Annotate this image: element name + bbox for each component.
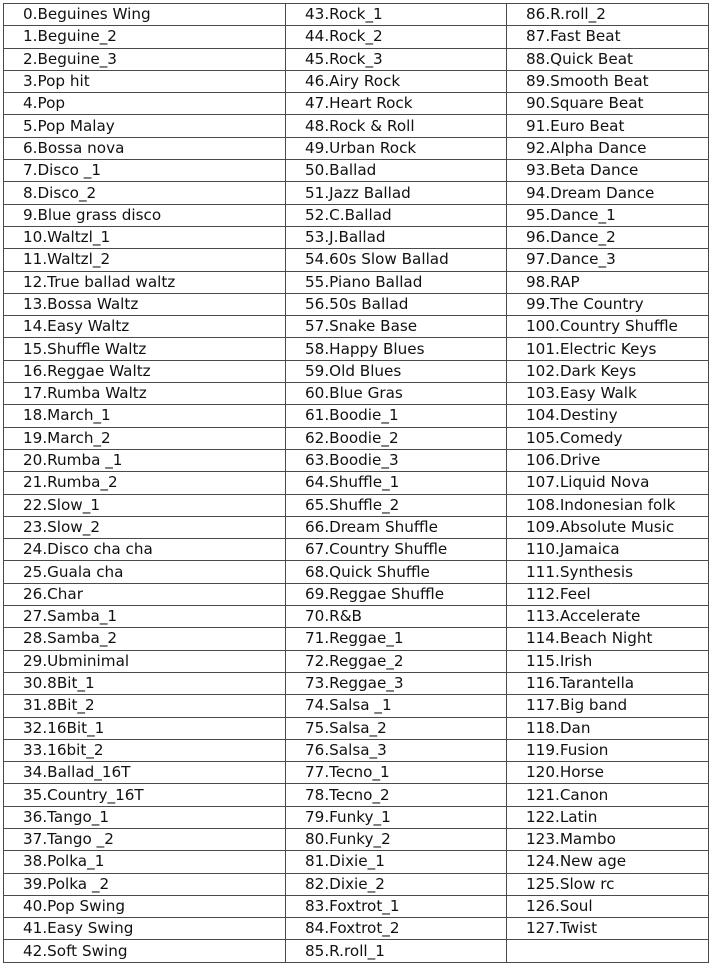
style-cell: 126.Soul	[507, 895, 709, 917]
table-row	[4, 784, 709, 806]
table-row	[4, 717, 709, 739]
style-cell: 58.Happy Blues	[286, 338, 507, 360]
table-row	[4, 383, 709, 405]
style-cell: 14.Easy Waltz	[4, 316, 286, 338]
table-row	[4, 26, 709, 48]
table-row	[4, 115, 709, 137]
style-cell: 45.Rock_3	[286, 48, 507, 70]
style-cell: 3.Pop hit	[4, 70, 286, 92]
table-row	[4, 672, 709, 694]
style-cell: 82.Dixie_2	[286, 873, 507, 895]
style-cell: 24.Disco cha cha	[4, 539, 286, 561]
table-row	[4, 271, 709, 293]
table-row	[4, 606, 709, 628]
style-cell: 26.Char	[4, 583, 286, 605]
style-cell: 43.Rock_1	[286, 4, 507, 26]
style-cell: 86.R.roll_2	[507, 4, 709, 26]
style-cell: 8.Disco_2	[4, 182, 286, 204]
style-cell: 9.Blue grass disco	[4, 204, 286, 226]
style-cell: 46.Airy Rock	[286, 70, 507, 92]
style-cell: 80.Funky_2	[286, 828, 507, 850]
style-cell: 115.Irish	[507, 650, 709, 672]
style-cell: 87.Fast Beat	[507, 26, 709, 48]
style-cell: 88.Quick Beat	[507, 48, 709, 70]
table-row	[4, 873, 709, 895]
style-cell: 5.Pop Malay	[4, 115, 286, 137]
table-row	[4, 226, 709, 248]
style-cell: 75.Salsa_2	[286, 717, 507, 739]
style-cell: 65.Shuffle_2	[286, 494, 507, 516]
style-cell: 22.Slow_1	[4, 494, 286, 516]
table-row	[4, 762, 709, 784]
style-cell: 69.Reggae Shuffle	[286, 583, 507, 605]
style-cell: 21.Rumba_2	[4, 472, 286, 494]
table-row	[4, 293, 709, 315]
style-cell: 109.Absolute Music	[507, 516, 709, 538]
style-cell: 16.Reggae Waltz	[4, 360, 286, 382]
style-cell: 50.Ballad	[286, 160, 507, 182]
style-cell: 116.Tarantella	[507, 672, 709, 694]
table-row	[4, 316, 709, 338]
style-cell: 63.Boodie_3	[286, 449, 507, 471]
table-row	[4, 561, 709, 583]
style-cell: 91.Euro Beat	[507, 115, 709, 137]
table-row	[4, 93, 709, 115]
style-cell: 1.Beguine_2	[4, 26, 286, 48]
style-cell: 40.Pop Swing	[4, 895, 286, 917]
table-row	[4, 628, 709, 650]
style-cell: 92.Alpha Dance	[507, 137, 709, 159]
style-cell: 67.Country Shuffle	[286, 539, 507, 561]
style-cell: 64.Shuffle_1	[286, 472, 507, 494]
style-cell: 23.Slow_2	[4, 516, 286, 538]
styles-table	[3, 3, 709, 963]
style-cell: 73.Reggae_3	[286, 672, 507, 694]
style-cell: 105.Comedy	[507, 427, 709, 449]
table-row	[4, 650, 709, 672]
table-row	[4, 160, 709, 182]
style-cell: 34.Ballad_16T	[4, 762, 286, 784]
style-cell: 118.Dan	[507, 717, 709, 739]
style-cell: 77.Tecno_1	[286, 762, 507, 784]
style-cell: 31.8Bit_2	[4, 695, 286, 717]
style-cell: 122.Latin	[507, 806, 709, 828]
table-row	[4, 70, 709, 92]
style-cell: 124.New age	[507, 851, 709, 873]
style-cell: 90.Square Beat	[507, 93, 709, 115]
table-row	[4, 449, 709, 471]
table-row	[4, 494, 709, 516]
style-cell: 70.R&B	[286, 606, 507, 628]
style-cell: 111.Synthesis	[507, 561, 709, 583]
style-cell: 78.Tecno_2	[286, 784, 507, 806]
style-cell: 107.Liquid Nova	[507, 472, 709, 494]
style-cell: 36.Tango_1	[4, 806, 286, 828]
style-cell: 25.Guala cha	[4, 561, 286, 583]
style-cell: 76.Salsa_3	[286, 739, 507, 761]
style-cell: 114.Beach Night	[507, 628, 709, 650]
style-cell: 44.Rock_2	[286, 26, 507, 48]
style-cell: 79.Funky_1	[286, 806, 507, 828]
style-cell	[507, 940, 709, 962]
table-row	[4, 4, 709, 26]
style-cell: 13.Bossa Waltz	[4, 293, 286, 315]
style-cell: 110.Jamaica	[507, 539, 709, 561]
style-cell: 30.8Bit_1	[4, 672, 286, 694]
style-cell: 48.Rock & Roll	[286, 115, 507, 137]
style-cell: 97.Dance_3	[507, 249, 709, 271]
style-cell: 101.Electric Keys	[507, 338, 709, 360]
style-cell: 66.Dream Shuffle	[286, 516, 507, 538]
style-cell: 96.Dance_2	[507, 226, 709, 248]
style-cell: 11.Waltzl_2	[4, 249, 286, 271]
style-cell: 74.Salsa _1	[286, 695, 507, 717]
style-cell: 121.Canon	[507, 784, 709, 806]
style-cell: 37.Tango _2	[4, 828, 286, 850]
style-cell: 18.March_1	[4, 405, 286, 427]
style-cell: 123.Mambo	[507, 828, 709, 850]
table-row	[4, 182, 709, 204]
style-cell: 12.True ballad waltz	[4, 271, 286, 293]
style-cell: 4.Pop	[4, 93, 286, 115]
styles-table-body	[4, 4, 709, 963]
table-row	[4, 249, 709, 271]
style-cell: 52.C.Ballad	[286, 204, 507, 226]
style-cell: 93.Beta Dance	[507, 160, 709, 182]
style-cell: 59.Old Blues	[286, 360, 507, 382]
style-cell: 95.Dance_1	[507, 204, 709, 226]
style-cell: 6.Bossa nova	[4, 137, 286, 159]
table-row	[4, 204, 709, 226]
table-row	[4, 739, 709, 761]
style-cell: 106.Drive	[507, 449, 709, 471]
table-row	[4, 360, 709, 382]
style-cell: 89.Smooth Beat	[507, 70, 709, 92]
style-cell: 41.Easy Swing	[4, 918, 286, 940]
style-cell: 49.Urban Rock	[286, 137, 507, 159]
style-cell: 71.Reggae_1	[286, 628, 507, 650]
table-row	[4, 472, 709, 494]
style-cell: 127.Twist	[507, 918, 709, 940]
style-cell: 28.Samba_2	[4, 628, 286, 650]
style-cell: 112.Feel	[507, 583, 709, 605]
style-cell: 113.Accelerate	[507, 606, 709, 628]
table-row	[4, 427, 709, 449]
table-row	[4, 516, 709, 538]
table-row	[4, 583, 709, 605]
style-cell: 104.Destiny	[507, 405, 709, 427]
style-cell: 100.Country Shuffle	[507, 316, 709, 338]
style-cell: 102.Dark Keys	[507, 360, 709, 382]
style-cell: 2.Beguine_3	[4, 48, 286, 70]
table-row	[4, 851, 709, 873]
table-row	[4, 137, 709, 159]
table-row	[4, 828, 709, 850]
style-cell: 7.Disco _1	[4, 160, 286, 182]
style-cell: 117.Big band	[507, 695, 709, 717]
table-row	[4, 806, 709, 828]
style-cell: 27.Samba_1	[4, 606, 286, 628]
style-cell: 39.Polka _2	[4, 873, 286, 895]
style-cell: 20.Rumba _1	[4, 449, 286, 471]
table-row	[4, 940, 709, 962]
table-row	[4, 405, 709, 427]
style-cell: 94.Dream Dance	[507, 182, 709, 204]
style-cell: 98.RAP	[507, 271, 709, 293]
style-cell: 33.16bit_2	[4, 739, 286, 761]
style-cell: 83.Foxtrot_1	[286, 895, 507, 917]
style-cell: 0.Beguines Wing	[4, 4, 286, 26]
table-row	[4, 918, 709, 940]
style-cell: 119.Fusion	[507, 739, 709, 761]
table-row	[4, 338, 709, 360]
style-cell: 125.Slow rc	[507, 873, 709, 895]
style-cell: 61.Boodie_1	[286, 405, 507, 427]
style-cell: 85.R.roll_1	[286, 940, 507, 962]
style-cell: 81.Dixie_1	[286, 851, 507, 873]
style-cell: 32.16Bit_1	[4, 717, 286, 739]
style-cell: 42.Soft Swing	[4, 940, 286, 962]
style-cell: 84.Foxtrot_2	[286, 918, 507, 940]
style-cell: 35.Country_16T	[4, 784, 286, 806]
style-cell: 54.60s Slow Ballad	[286, 249, 507, 271]
style-cell: 120.Horse	[507, 762, 709, 784]
table-row	[4, 539, 709, 561]
style-cell: 57.Snake Base	[286, 316, 507, 338]
style-cell: 72.Reggae_2	[286, 650, 507, 672]
style-cell: 108.Indonesian folk	[507, 494, 709, 516]
style-cell: 60.Blue Gras	[286, 383, 507, 405]
table-row	[4, 895, 709, 917]
style-cell: 17.Rumba Waltz	[4, 383, 286, 405]
style-cell: 103.Easy Walk	[507, 383, 709, 405]
style-cell: 56.50s Ballad	[286, 293, 507, 315]
style-cell: 51.Jazz Ballad	[286, 182, 507, 204]
style-cell: 55.Piano Ballad	[286, 271, 507, 293]
style-cell: 10.Waltzl_1	[4, 226, 286, 248]
style-cell: 47.Heart Rock	[286, 93, 507, 115]
style-cell: 15.Shuffle Waltz	[4, 338, 286, 360]
style-cell: 99.The Country	[507, 293, 709, 315]
style-cell: 19.March_2	[4, 427, 286, 449]
style-cell: 38.Polka_1	[4, 851, 286, 873]
styles-sheet	[3, 3, 708, 963]
style-cell: 29.Ubminimal	[4, 650, 286, 672]
style-cell: 53.J.Ballad	[286, 226, 507, 248]
style-cell: 62.Boodie_2	[286, 427, 507, 449]
table-row	[4, 48, 709, 70]
table-row	[4, 695, 709, 717]
style-cell: 68.Quick Shuffle	[286, 561, 507, 583]
